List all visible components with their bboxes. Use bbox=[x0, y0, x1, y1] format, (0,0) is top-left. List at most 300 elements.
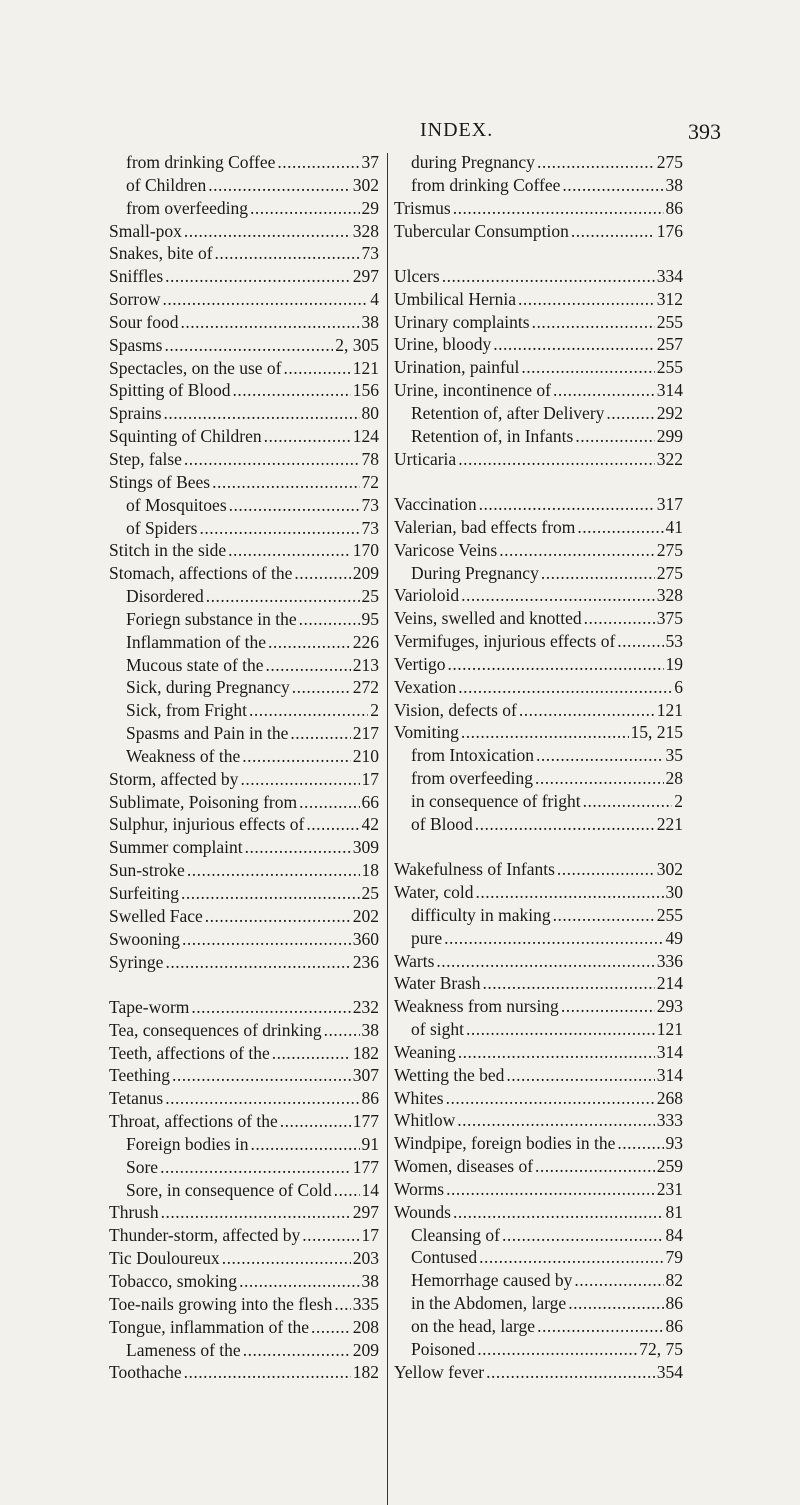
dot-leader bbox=[466, 1018, 655, 1041]
dot-leader bbox=[617, 1132, 663, 1155]
entry-label: from Intoxication bbox=[411, 745, 534, 766]
dot-leader bbox=[222, 1247, 351, 1270]
entry-page-number: 213 bbox=[352, 654, 379, 675]
entry-page-number: 25 bbox=[361, 883, 379, 903]
dot-leader bbox=[461, 721, 629, 744]
entry-page-number: 42 bbox=[361, 814, 379, 835]
entry-page-number: 124 bbox=[352, 426, 379, 447]
dot-leader bbox=[475, 813, 655, 836]
entry-label: Step, false bbox=[109, 448, 182, 469]
entry-label: Toothache bbox=[109, 1362, 182, 1383]
entry-label: Spasms bbox=[109, 334, 163, 355]
entry-label: Contused bbox=[411, 1247, 478, 1268]
entry-label: of Blood bbox=[411, 813, 473, 834]
dot-leader bbox=[577, 516, 663, 539]
entry-page-number: 232 bbox=[352, 996, 379, 1017]
index-subentry bbox=[109, 676, 379, 699]
entry-label: Sore, in consequence of Cold bbox=[126, 1179, 332, 1200]
index-entry bbox=[109, 265, 379, 288]
entry-page-number: 375 bbox=[656, 608, 683, 629]
index-subentry bbox=[394, 174, 683, 197]
dot-leader bbox=[493, 333, 655, 356]
entry-page-number: 81 bbox=[665, 1201, 683, 1222]
entry-label: on the head, large bbox=[411, 1316, 536, 1336]
page-header bbox=[0, 119, 800, 149]
entry-label: Valerian, bad effects from bbox=[394, 516, 576, 537]
index-entry bbox=[394, 448, 683, 471]
entry-label: Umbilical Hernia bbox=[394, 288, 516, 309]
entry-page-number: 53 bbox=[665, 631, 683, 652]
index-subentry bbox=[109, 631, 379, 654]
dot-leader bbox=[444, 927, 663, 950]
index-subentry bbox=[394, 1224, 683, 1247]
entry-page-number: 38 bbox=[361, 311, 379, 332]
dot-leader bbox=[535, 1155, 655, 1178]
dot-leader bbox=[446, 1087, 655, 1110]
index-entry bbox=[394, 516, 683, 539]
entry-page-number: 121 bbox=[656, 1019, 683, 1040]
entry-label: Trismus bbox=[394, 197, 451, 218]
dot-leader bbox=[160, 1156, 351, 1179]
index-entry bbox=[109, 562, 379, 585]
entry-label: Yellow fever bbox=[394, 1361, 485, 1382]
dot-leader bbox=[486, 1361, 655, 1384]
entry-label: of Mosquitoes bbox=[126, 494, 227, 515]
dot-leader bbox=[245, 836, 351, 859]
entry-page-number: 38 bbox=[665, 174, 683, 195]
index-entry bbox=[109, 928, 379, 951]
entry-page-number: 208 bbox=[352, 1316, 379, 1337]
dot-leader bbox=[212, 471, 359, 494]
index-subentry bbox=[394, 1292, 683, 1315]
dot-leader bbox=[181, 311, 360, 334]
index-entry bbox=[394, 995, 683, 1018]
entry-label: Water, cold bbox=[394, 881, 474, 902]
entry-page-number: 93 bbox=[665, 1133, 683, 1154]
entry-label: Storm, affected by bbox=[109, 768, 239, 789]
entry-page-number: 73 bbox=[361, 494, 379, 515]
dot-leader bbox=[458, 448, 655, 471]
entry-label: from drinking Coffee bbox=[126, 152, 276, 172]
index-entry bbox=[394, 676, 683, 699]
dot-leader bbox=[302, 1224, 359, 1247]
index-entry bbox=[109, 402, 379, 425]
index-entry bbox=[394, 972, 683, 995]
entry-label: Swooning bbox=[109, 928, 180, 949]
index-entry bbox=[109, 1087, 379, 1110]
dot-leader bbox=[448, 653, 664, 676]
index-entry bbox=[394, 950, 683, 973]
dot-leader bbox=[541, 562, 655, 585]
index-entry bbox=[394, 197, 683, 220]
entry-label: Veins, swelled and knotted bbox=[394, 608, 582, 629]
index-entry bbox=[109, 379, 379, 402]
entry-label: Sun-stroke bbox=[109, 860, 185, 881]
entry-page-number: 307 bbox=[352, 1065, 379, 1086]
entry-label: Tape-worm bbox=[109, 996, 190, 1017]
entry-label: from drinking Coffee bbox=[411, 174, 561, 195]
index-entry bbox=[394, 699, 683, 722]
entry-page-number: 275 bbox=[656, 539, 683, 560]
index-entry bbox=[394, 584, 683, 607]
entry-page-number: 6 bbox=[674, 676, 683, 697]
entry-label: Vertigo bbox=[394, 653, 446, 674]
index-subentry bbox=[394, 1269, 683, 1292]
index-subentry bbox=[394, 744, 683, 767]
index-subentry bbox=[109, 517, 379, 540]
dot-leader bbox=[184, 220, 351, 243]
dot-leader bbox=[272, 1042, 351, 1065]
index-entry bbox=[109, 1361, 379, 1384]
entry-label: Sprains bbox=[109, 403, 162, 424]
entry-label: Wetting the bed bbox=[394, 1064, 505, 1085]
index-column-left bbox=[109, 151, 379, 1384]
dot-leader bbox=[181, 882, 360, 905]
entry-page-number: 334 bbox=[656, 265, 683, 286]
entry-label: of sight bbox=[411, 1019, 464, 1040]
index-subentry bbox=[394, 813, 683, 836]
dot-leader bbox=[206, 585, 360, 608]
index-entry bbox=[394, 333, 683, 356]
index-entry bbox=[394, 1155, 683, 1178]
entry-page-number: 82 bbox=[665, 1270, 683, 1291]
index-entry bbox=[394, 1087, 683, 1110]
dot-leader bbox=[521, 356, 654, 379]
entry-page-number: 18 bbox=[361, 860, 379, 881]
index-subentry bbox=[109, 174, 379, 197]
entry-label: Vaccination bbox=[394, 493, 477, 514]
entry-page-number: 95 bbox=[361, 608, 379, 629]
entry-label: Disordered bbox=[126, 586, 204, 607]
entry-page-number: 333 bbox=[656, 1110, 683, 1131]
entry-label: of Spiders bbox=[126, 517, 198, 538]
entry-label: Inflammation of the bbox=[126, 631, 266, 652]
index-column-right bbox=[394, 151, 683, 1384]
entry-page-number: 336 bbox=[656, 950, 683, 971]
index-subentry bbox=[109, 699, 379, 722]
entry-label: Syringe bbox=[109, 951, 164, 972]
index-entry bbox=[394, 607, 683, 630]
index-entry bbox=[394, 1109, 683, 1132]
index-entry bbox=[394, 881, 683, 904]
entry-page-number: 73 bbox=[361, 243, 379, 264]
entry-label: Sorrow bbox=[109, 289, 161, 310]
entry-label: from overfeeding bbox=[126, 197, 248, 218]
dot-leader bbox=[584, 607, 655, 630]
entry-page-number: 255 bbox=[656, 357, 683, 378]
dot-leader bbox=[536, 744, 664, 767]
entry-label: Summer complaint bbox=[109, 837, 243, 858]
dot-leader bbox=[499, 539, 655, 562]
entry-page-number: 302 bbox=[352, 174, 379, 195]
entry-page-number: 121 bbox=[656, 699, 683, 720]
entry-page-number: 80 bbox=[361, 403, 379, 424]
dot-leader bbox=[182, 928, 351, 951]
index-entry bbox=[394, 288, 683, 311]
index-entry bbox=[394, 379, 683, 402]
dot-leader bbox=[163, 288, 369, 311]
entry-page-number: 176 bbox=[656, 220, 683, 241]
dot-leader bbox=[164, 402, 360, 425]
dot-leader bbox=[537, 151, 655, 174]
dot-leader bbox=[184, 448, 360, 471]
entry-page-number: 84 bbox=[665, 1224, 683, 1245]
index-entry bbox=[109, 1224, 379, 1247]
entry-label: Sulphur, injurious effects of bbox=[109, 814, 305, 835]
entry-label: Weakness of the bbox=[126, 745, 241, 766]
dot-leader bbox=[208, 174, 351, 197]
entry-label: Squinting of Children bbox=[109, 426, 262, 447]
page-number: 393 bbox=[688, 119, 721, 144]
entry-page-number: 314 bbox=[656, 1041, 683, 1062]
index-subentry bbox=[109, 1339, 379, 1362]
dot-leader bbox=[294, 562, 350, 585]
dot-leader bbox=[502, 1224, 664, 1247]
dot-leader bbox=[334, 1293, 350, 1316]
entry-label: pure bbox=[411, 927, 443, 948]
entry-label: Retention of, in Infants bbox=[411, 425, 574, 446]
entry-label: Wounds bbox=[394, 1201, 451, 1222]
entry-page-number: 209 bbox=[352, 563, 379, 584]
index-entry bbox=[109, 471, 379, 494]
entry-label: Swelled Face bbox=[109, 905, 203, 926]
entry-page-number: 72, 75 bbox=[639, 1338, 683, 1359]
entry-page-number: 121 bbox=[352, 357, 379, 378]
index-subentry bbox=[109, 585, 379, 608]
entry-page-number: 217 bbox=[352, 723, 379, 744]
dot-leader bbox=[165, 265, 351, 288]
index-entry bbox=[109, 1110, 379, 1133]
entry-label: Thrush bbox=[109, 1202, 159, 1223]
entry-label: Worms bbox=[394, 1178, 445, 1199]
section-gap bbox=[394, 836, 683, 859]
dot-leader bbox=[571, 220, 655, 243]
dot-leader bbox=[458, 1041, 655, 1064]
entry-page-number: 156 bbox=[352, 380, 379, 401]
entry-page-number: 72 bbox=[361, 471, 379, 492]
index-subentry bbox=[394, 562, 683, 585]
entry-page-number: 309 bbox=[352, 837, 379, 858]
dot-leader bbox=[535, 767, 664, 790]
section-gap bbox=[109, 973, 379, 996]
dot-leader bbox=[240, 768, 359, 791]
dot-leader bbox=[251, 1133, 360, 1156]
entry-label: Sublimate, Poisoning from bbox=[109, 791, 298, 812]
dot-leader bbox=[215, 242, 360, 265]
dot-leader bbox=[311, 1316, 351, 1339]
dot-leader bbox=[457, 1109, 655, 1132]
dot-leader bbox=[242, 745, 351, 768]
dot-leader bbox=[280, 1110, 351, 1133]
entry-page-number: 15, 215 bbox=[630, 722, 683, 743]
index-entry bbox=[394, 539, 683, 562]
entry-label: Urine, incontinence of bbox=[394, 380, 551, 401]
index-subentry bbox=[394, 151, 683, 174]
entry-label: Lameness of the bbox=[126, 1339, 241, 1360]
entry-page-number: 177 bbox=[352, 1111, 379, 1132]
index-entry bbox=[109, 1201, 379, 1224]
index-entry bbox=[109, 791, 379, 814]
entry-label: Sore bbox=[126, 1156, 159, 1177]
index-entry bbox=[394, 1361, 683, 1384]
index-entry bbox=[109, 1316, 379, 1339]
index-entry bbox=[109, 813, 379, 836]
index-subentry bbox=[394, 402, 683, 425]
dot-leader bbox=[239, 1270, 359, 1293]
dot-leader bbox=[483, 972, 655, 995]
entry-label: Tubercular Consumption bbox=[394, 220, 569, 241]
entry-label: Stitch in the side bbox=[109, 540, 227, 561]
dot-leader bbox=[250, 197, 360, 220]
entry-page-number: 86 bbox=[665, 197, 683, 218]
index-entry bbox=[394, 1064, 683, 1087]
index-entry bbox=[109, 905, 379, 928]
dot-leader bbox=[562, 174, 663, 197]
index-subentry bbox=[109, 722, 379, 745]
index-entry bbox=[394, 653, 683, 676]
entry-label: during Pregnancy bbox=[411, 152, 535, 172]
entry-label: Urticaria bbox=[394, 448, 457, 469]
entry-label: Stomach, affections of the bbox=[109, 563, 293, 584]
index-entry bbox=[394, 265, 683, 288]
entry-label: Windpipe, foreign bodies in the bbox=[394, 1133, 616, 1154]
dot-leader bbox=[299, 608, 360, 631]
index-entry bbox=[109, 1064, 379, 1087]
entry-page-number: 335 bbox=[352, 1293, 379, 1314]
entry-page-number: 91 bbox=[361, 1133, 379, 1154]
entry-label: Warts bbox=[394, 950, 435, 971]
index-entry bbox=[394, 1041, 683, 1064]
entry-page-number: 17 bbox=[361, 768, 379, 789]
entry-page-number: 38 bbox=[361, 1019, 379, 1040]
entry-page-number: 312 bbox=[656, 288, 683, 309]
dot-leader bbox=[277, 151, 359, 174]
entry-label: of Children bbox=[126, 174, 207, 195]
index-entry bbox=[109, 425, 379, 448]
entry-page-number: 2 bbox=[370, 700, 379, 721]
entry-page-number: 272 bbox=[352, 677, 379, 698]
entry-label: Vermifuges, injurious effects of bbox=[394, 631, 616, 652]
dot-leader bbox=[453, 1201, 664, 1224]
entry-page-number: 354 bbox=[656, 1361, 683, 1382]
dot-leader bbox=[479, 493, 655, 516]
index-entry bbox=[394, 220, 683, 243]
entry-page-number: 2 bbox=[674, 790, 683, 811]
entry-label: Tongue, inflammation of the bbox=[109, 1316, 309, 1337]
index-entry bbox=[109, 1247, 379, 1270]
dot-leader bbox=[334, 1179, 360, 1202]
entry-label: from overfeeding bbox=[411, 768, 533, 789]
entry-page-number: 182 bbox=[352, 1042, 379, 1063]
index-entry bbox=[109, 1293, 379, 1316]
dot-leader bbox=[299, 791, 359, 814]
dot-leader bbox=[518, 288, 655, 311]
entry-label: Whitlow bbox=[394, 1110, 456, 1131]
dot-leader bbox=[506, 1064, 654, 1087]
dot-leader bbox=[172, 1064, 351, 1087]
dot-leader bbox=[532, 311, 655, 334]
entry-label: Sick, during Pregnancy bbox=[126, 677, 290, 698]
dot-leader bbox=[264, 425, 351, 448]
entry-label: Vision, defects of bbox=[394, 699, 517, 720]
entry-label: Whites bbox=[394, 1087, 444, 1108]
entry-page-number: 275 bbox=[656, 562, 683, 583]
dot-leader bbox=[453, 197, 664, 220]
index-subentry bbox=[394, 790, 683, 813]
entry-label: Urine, bloody bbox=[394, 334, 492, 355]
index-entry bbox=[394, 1132, 683, 1155]
dot-leader bbox=[537, 1315, 663, 1338]
index-subentry bbox=[109, 494, 379, 517]
dot-leader bbox=[553, 904, 655, 927]
entry-label: Tic Douloureux bbox=[109, 1248, 220, 1269]
entry-label: Retention of, after Delivery bbox=[411, 402, 605, 423]
index-entry bbox=[109, 539, 379, 562]
entry-page-number: 30 bbox=[665, 881, 683, 902]
index-entry bbox=[109, 242, 379, 265]
entry-page-number: 170 bbox=[352, 540, 379, 561]
index-entry bbox=[109, 288, 379, 311]
dot-leader bbox=[161, 1201, 351, 1224]
entry-page-number: 29 bbox=[361, 197, 379, 218]
entry-page-number: 328 bbox=[656, 585, 683, 606]
index-entry bbox=[394, 630, 683, 653]
index-subentry bbox=[394, 1315, 683, 1338]
dot-leader bbox=[442, 265, 655, 288]
entry-label: Water Brash bbox=[394, 973, 481, 994]
entry-page-number: 210 bbox=[352, 745, 379, 766]
index-subentry bbox=[109, 1156, 379, 1179]
entry-label: Surfeiting bbox=[109, 883, 179, 903]
entry-label: Foreign bodies in bbox=[126, 1133, 249, 1154]
running-title: INDEX. bbox=[420, 119, 494, 141]
entry-page-number: 292 bbox=[656, 402, 683, 423]
entry-page-number: 268 bbox=[656, 1087, 683, 1108]
entry-page-number: 297 bbox=[352, 1202, 379, 1223]
index-subentry bbox=[394, 767, 683, 790]
entry-page-number: 317 bbox=[656, 493, 683, 514]
dot-leader bbox=[249, 699, 368, 722]
dot-leader bbox=[229, 494, 360, 517]
index-subentry bbox=[394, 1338, 683, 1361]
entry-page-number: 2, 305 bbox=[335, 334, 379, 355]
dot-leader bbox=[187, 859, 360, 882]
dot-leader bbox=[205, 905, 351, 928]
entry-label: Spasms and Pain in the bbox=[126, 723, 289, 744]
entry-page-number: 49 bbox=[665, 927, 683, 948]
dot-leader bbox=[583, 790, 673, 813]
dot-leader bbox=[436, 950, 654, 973]
entry-label: Stings of Bees bbox=[109, 471, 211, 492]
entry-page-number: 86 bbox=[665, 1293, 683, 1314]
dot-leader bbox=[233, 379, 351, 402]
entry-label: Mucous state of the bbox=[126, 654, 264, 675]
dot-leader bbox=[461, 584, 655, 607]
entry-page-number: 255 bbox=[656, 904, 683, 925]
entry-label: Sick, from Fright bbox=[126, 700, 248, 721]
index-subentry bbox=[394, 927, 683, 950]
entry-page-number: 299 bbox=[656, 425, 683, 446]
dot-leader bbox=[568, 1292, 663, 1315]
entry-page-number: 314 bbox=[656, 380, 683, 401]
index-subentry bbox=[109, 197, 379, 220]
index-entry bbox=[109, 334, 379, 357]
dot-leader bbox=[561, 995, 655, 1018]
entry-label: Tetanus bbox=[109, 1088, 164, 1109]
entry-page-number: 209 bbox=[352, 1339, 379, 1360]
entry-page-number: 226 bbox=[352, 631, 379, 652]
index-entry bbox=[109, 311, 379, 334]
